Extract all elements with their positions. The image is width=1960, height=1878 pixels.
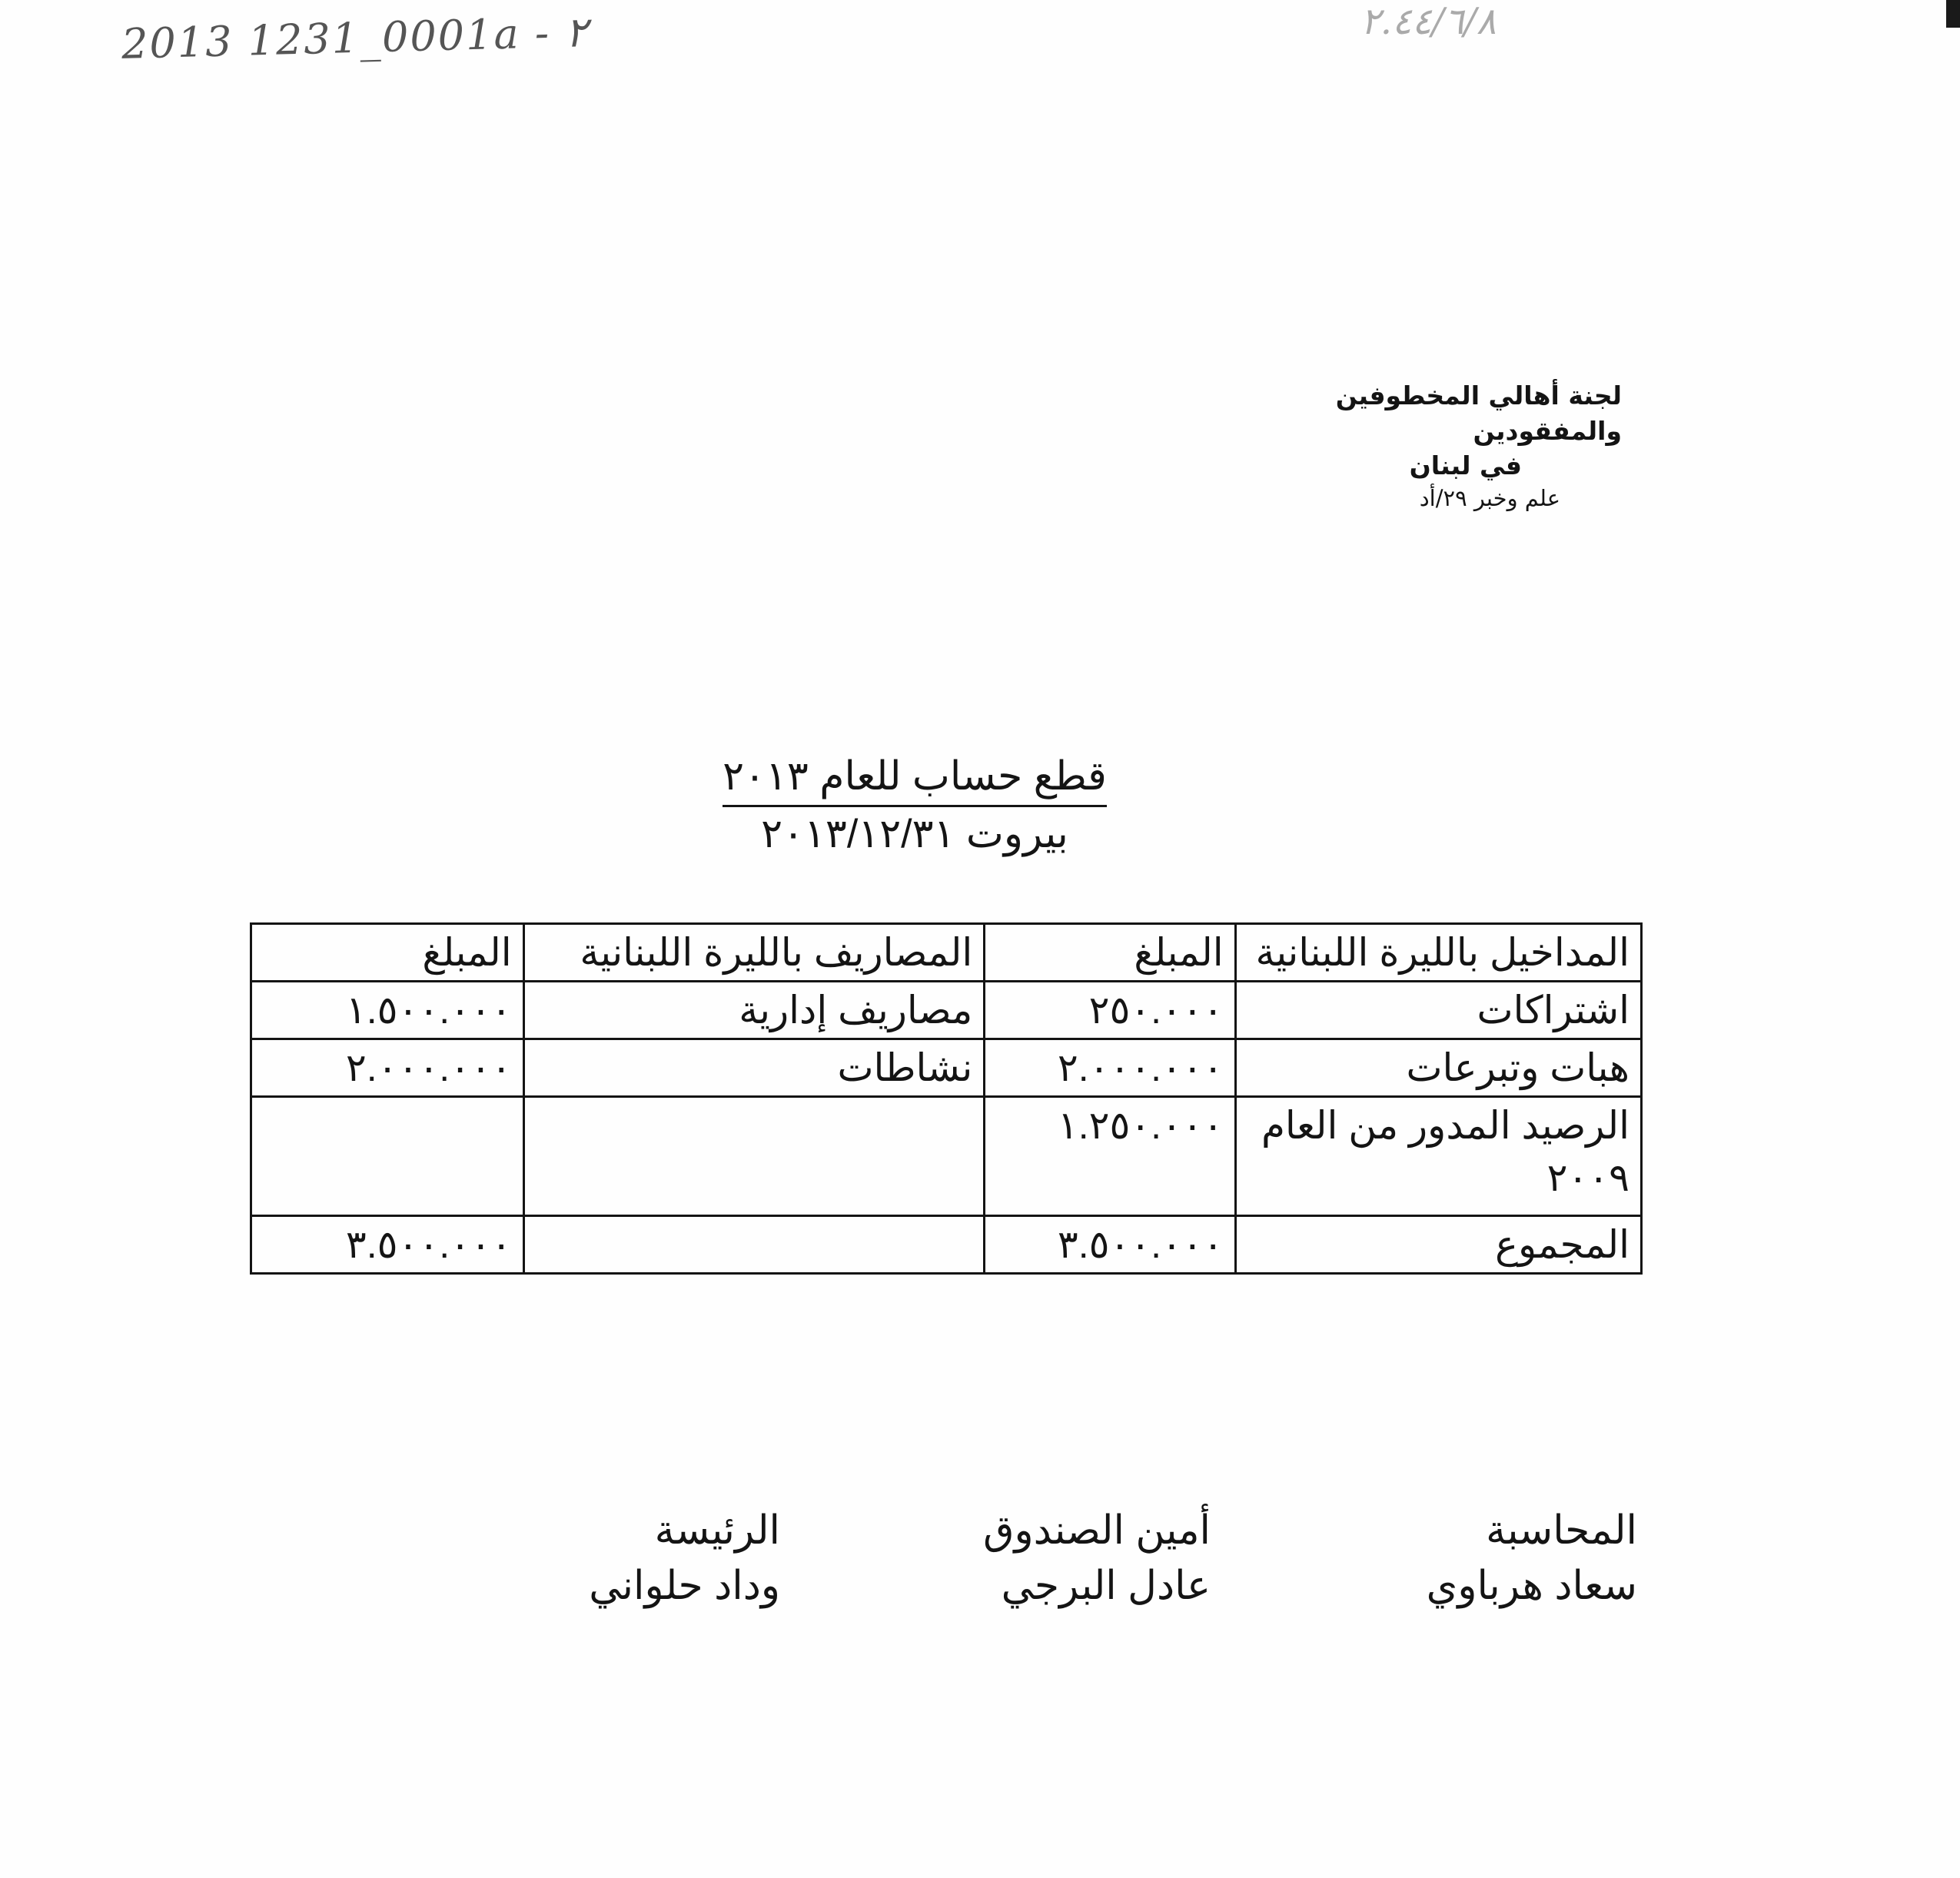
organization-name: لجنة أهالي المخطوفين والمفقودين (1335, 381, 1622, 446)
signature-title: أمين الصندوق (983, 1508, 1211, 1553)
handwritten-archive-note: ٢.٤٤/٦/٨ (1360, 0, 1497, 43)
income-amount: ١.٢٥٠.٠٠٠ (985, 1097, 1235, 1216)
table-row (251, 1039, 1642, 1097)
income-amount: ٢٥٠.٠٠٠ (985, 982, 1235, 1039)
signature-treasurer (983, 1503, 1211, 1614)
signature-name: عادل البرجي (1001, 1564, 1211, 1608)
income-label: هبات وتبرعات (1235, 1039, 1641, 1097)
total-expense-amount: ٣.٥٠٠.٠٠٠ (251, 1216, 524, 1274)
expense-label (523, 1097, 985, 1216)
income-label: الرصيد المدور من العام ٢٠٠٩ (1235, 1097, 1641, 1216)
header-income-amount: المبلغ (985, 924, 1235, 982)
header-income: المداخيل بالليرة اللبنانية (1235, 924, 1641, 982)
expense-amount (251, 1097, 524, 1216)
total-income-amount: ٣.٥٠٠.٠٠٠ (985, 1216, 1235, 1274)
signature-president (589, 1503, 780, 1614)
handwritten-file-code: 2013 1231_0001a - ٢ (121, 8, 588, 68)
signature-title: المحاسبة (1486, 1508, 1637, 1553)
document-title-block (676, 750, 1153, 861)
header-expenses: المصاريف بالليرة اللبنانية (523, 924, 985, 982)
expense-label: نشاطات (523, 1039, 985, 1097)
table-row (251, 1097, 1642, 1216)
signature-name: وداد حلواني (589, 1564, 780, 1608)
signatures-block (538, 1503, 1637, 1626)
table-total-row (251, 1216, 1642, 1274)
signature-accountant (1427, 1503, 1637, 1614)
income-amount: ٢.٠٠٠.٠٠٠ (985, 1039, 1235, 1097)
table-row (251, 982, 1642, 1039)
scan-edge (1946, 0, 1960, 28)
organization-country: في لبنان (1409, 450, 1522, 480)
total-label: المجموع (1235, 1216, 1641, 1274)
expense-amount: ١.٥٠٠.٠٠٠ (251, 982, 524, 1039)
expense-label: مصاريف إدارية (523, 982, 985, 1039)
organization-header (1230, 378, 1622, 514)
organization-reference: علم وخبر ٢٩/أد (1419, 485, 1560, 511)
signature-title: الرئيسة (654, 1508, 780, 1553)
table-header-row (251, 924, 1642, 982)
expense-amount: ٢.٠٠٠.٠٠٠ (251, 1039, 524, 1097)
document-title: قطع حساب للعام ٢٠١٣ (723, 750, 1107, 807)
signature-name: سعاد هرباوي (1426, 1564, 1637, 1608)
header-expenses-amount: المبلغ (251, 924, 524, 982)
accounts-table (250, 922, 1643, 1275)
document-subtitle: بيروت ٢٠١٣/١٢/٣١ (761, 812, 1068, 856)
income-label: اشتراكات (1235, 982, 1641, 1039)
total-expense-label (523, 1216, 985, 1274)
